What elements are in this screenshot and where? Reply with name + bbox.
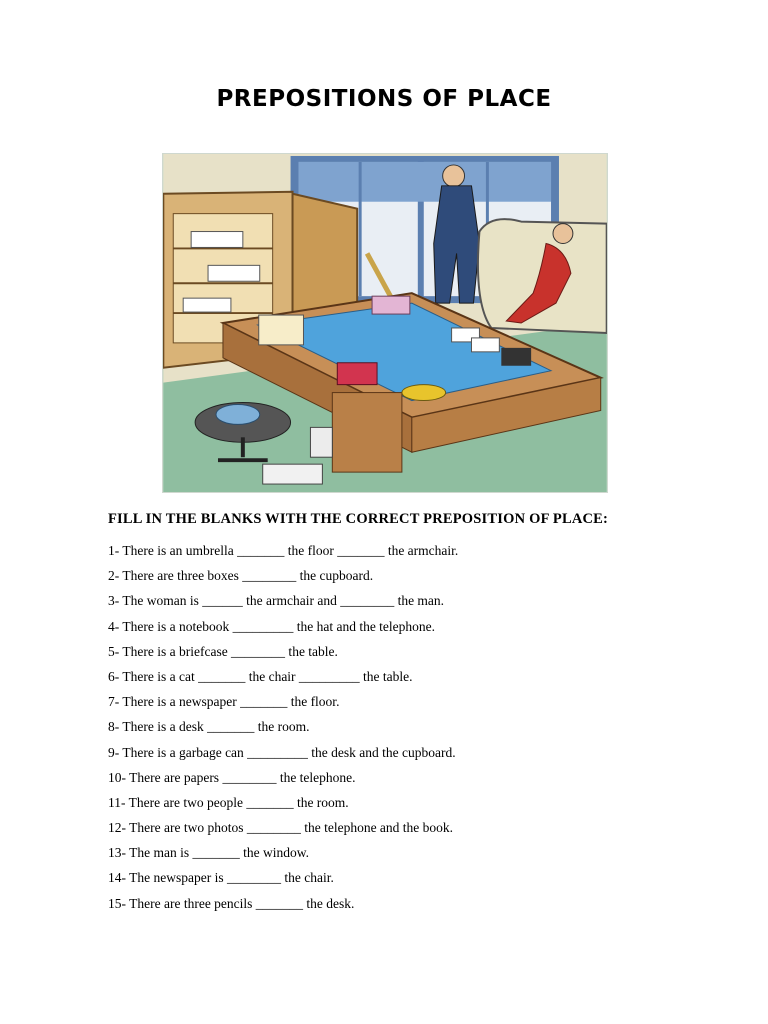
exercise-item: 15- There are three pencils _______ the desk. <box>108 895 355 911</box>
desk-drawers <box>332 393 402 473</box>
exercise-item: 3- The woman is ______ the armchair and ________ the man. <box>108 593 445 609</box>
exercise-item: 7- There is a newspaper _______ the floor. <box>108 694 340 710</box>
exercise-item: 4- There is a notebook _________ the hat and the telephone. <box>108 618 436 634</box>
box <box>183 298 231 312</box>
office-room-illustration <box>162 153 608 493</box>
exercise-item: 1- There is an umbrella _______ the floor _______ the armchair. <box>108 543 459 558</box>
telephone <box>501 348 531 366</box>
cat <box>216 405 260 425</box>
red-book <box>337 363 377 385</box>
exercise-item: 8- There is a desk _______ the room. <box>108 719 310 735</box>
exercise-item: 5- There is a briefcase ________ the table. <box>108 643 338 659</box>
exercise-item: 10- There are papers ________ the telephone. <box>108 769 356 785</box>
garbage-can <box>310 427 332 457</box>
hat <box>402 385 446 401</box>
box <box>191 232 243 248</box>
exercise-item: 2- There are three boxes ________ the cupboard. <box>108 568 374 584</box>
office-scene-drawing <box>163 154 607 492</box>
exercise-item: 11- There are two people _______ the room. <box>108 794 349 810</box>
papers <box>259 315 304 345</box>
notebook <box>372 296 410 314</box>
page-title: PREPOSITIONS OF PLACE <box>216 86 552 112</box>
exercise-item: 6- There is a cat _______ the chair _________ the table. <box>108 668 413 684</box>
instructions-heading: FILL IN THE BLANKS WITH THE CORRECT PREPOSITION OF PLACE: <box>108 511 609 527</box>
exercise-item: 9- There is a garbage can _________ the desk and the cupboard. <box>108 744 456 760</box>
box <box>208 265 260 281</box>
newspaper <box>263 464 323 484</box>
exercise-item: 13- The man is _______ the window. <box>108 845 309 861</box>
exercise-item: 14- The newspaper is ________ the chair. <box>108 870 334 886</box>
exercise-list <box>108 541 708 919</box>
exercise-item: 12- There are two photos ________ the telephone and the book. <box>108 820 454 836</box>
photo <box>471 338 499 352</box>
